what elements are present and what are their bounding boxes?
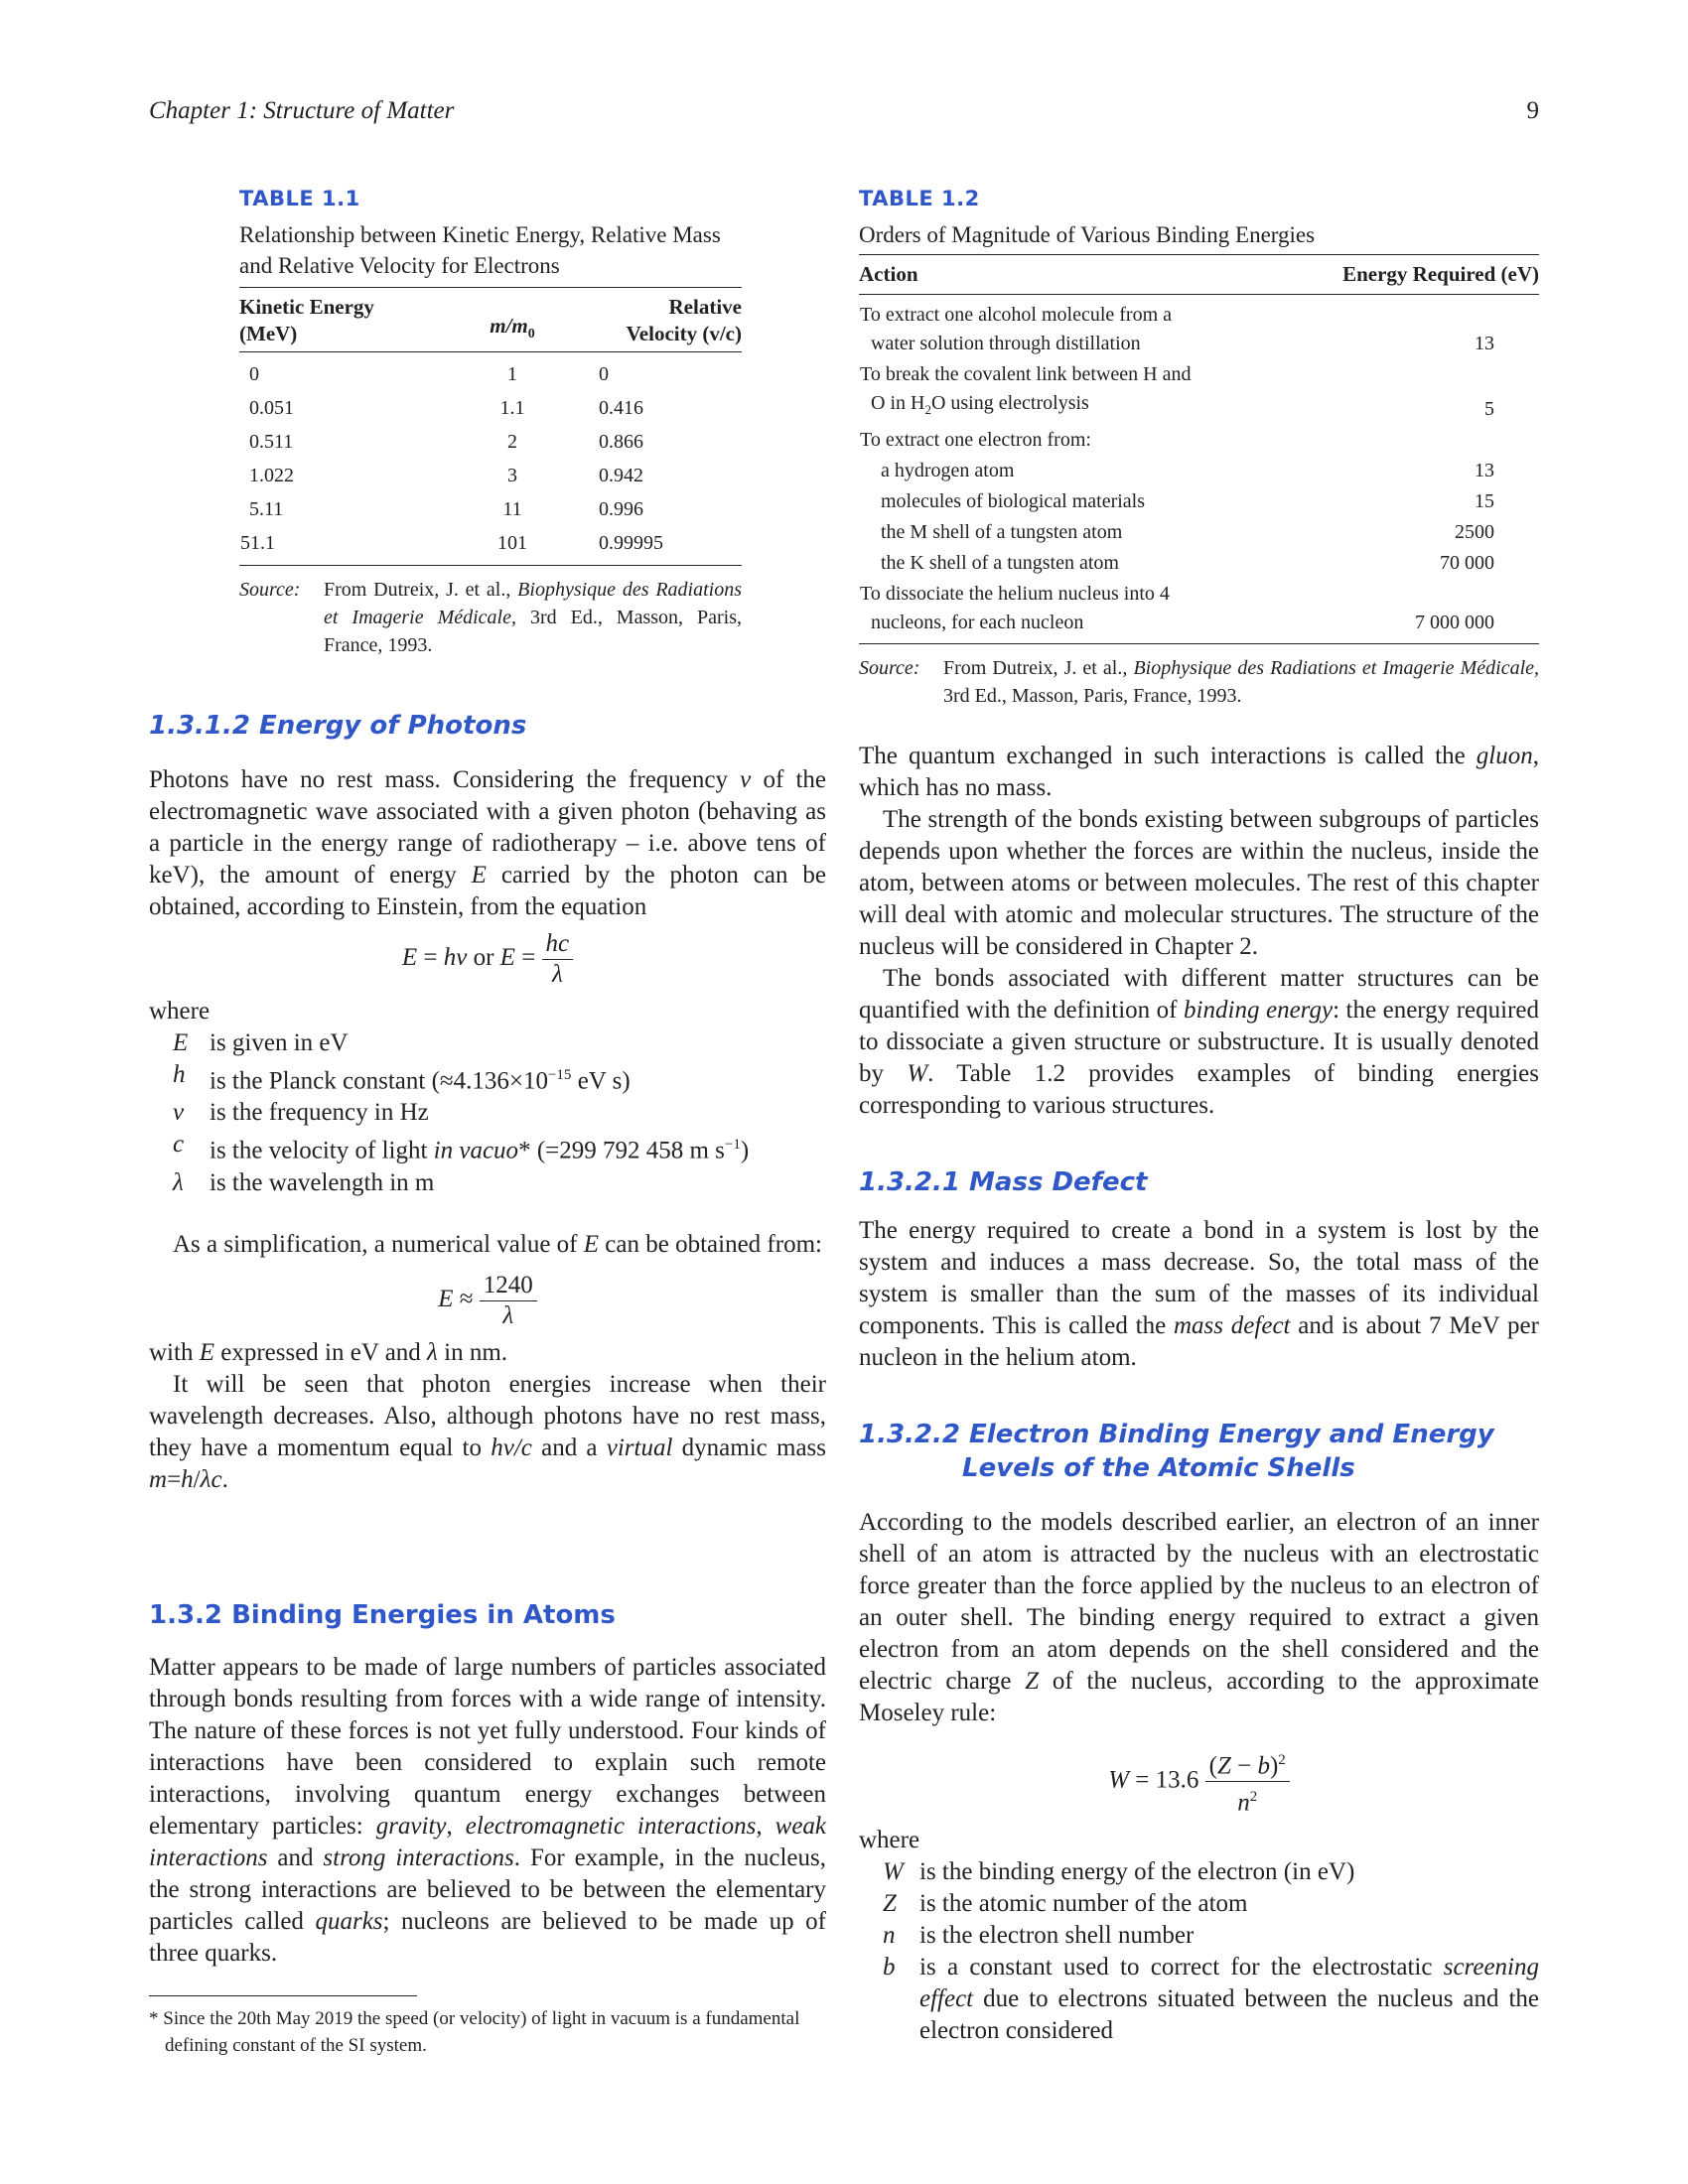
cell-action: To extract one electron from: bbox=[860, 429, 1091, 451]
definition-symbol: Z bbox=[883, 1889, 897, 1917]
right-column-text bbox=[859, 741, 1539, 2047]
definition-row bbox=[883, 1920, 1539, 1952]
source-pre: From Dutreix, J. et al., bbox=[943, 657, 1128, 679]
paragraph: Matter appears to be made of large numbers of particles associated through bonds resulting from forces with a wide range of intensity. The nature of these forces is not yet fully understood. Four kinds of interactions have been considered to explain such remote interactions, involving quantum energy exchanges between elementary particles: gravity, electromagnetic interactions, weak interactions and strong interactions. For example, in the nucleus, the strong interactions are believed to be between the elementary particles called quarks; nucleons are believed to be made up of three quarks. bbox=[149, 1654, 827, 1967]
eq2-numerator: 1240 bbox=[480, 1271, 537, 1301]
definition-row bbox=[883, 1856, 1539, 1888]
cell-energy bbox=[1287, 425, 1539, 456]
paragraph: It will be seen that photon energies increase when their wavelength decreases. Also, although photons have no rest mass, they have a momentum equal to hν/c and a virtual dynamic mass m=h/λc. bbox=[149, 1370, 826, 1493]
cell-m: 1 bbox=[507, 363, 517, 385]
cell-m: 101 bbox=[497, 532, 527, 554]
col-action: Action bbox=[859, 262, 918, 286]
cell-energy: 2500 bbox=[1455, 521, 1494, 543]
section-heading bbox=[859, 1418, 1539, 1485]
cell-v: 0 bbox=[599, 363, 609, 385]
cell-action: To extract one alcohol molecule from a water solution through distillation bbox=[860, 304, 1173, 354]
footnote-rule bbox=[149, 1995, 417, 1996]
table-row bbox=[859, 548, 1539, 579]
col-relative-velocity-line1: Relative bbox=[668, 295, 742, 319]
cell-energy: 7 000 000 bbox=[1415, 612, 1494, 633]
table-row bbox=[239, 425, 742, 459]
cell-m: 3 bbox=[507, 465, 517, 486]
cell-ke: 1.022 bbox=[249, 465, 294, 486]
definition-text: is the wavelength in m bbox=[210, 1168, 435, 1196]
table-row bbox=[239, 391, 742, 425]
table-1-2 bbox=[859, 187, 1539, 710]
table-row bbox=[859, 425, 1539, 456]
source-text bbox=[943, 654, 1539, 710]
definition-row bbox=[173, 1167, 826, 1199]
cell-action: the M shell of a tungsten atom bbox=[881, 521, 1123, 543]
source-post: 3rd Ed., Masson, Paris, France, 1993. bbox=[324, 607, 742, 656]
cell-action: To break the covalent link between H and O in $H_2O$ using electrolysis bbox=[860, 363, 1192, 417]
source-title: Biophysique des Radiations et Imagerie Médicale, bbox=[324, 579, 742, 628]
definition-symbol: E bbox=[173, 1029, 189, 1056]
table-1-1-caption: Relationship between Kinetic Energy, Relative Mass and Relative Velocity for Electrons bbox=[239, 222, 721, 278]
col-relative-mass-text: m/m bbox=[490, 313, 528, 338]
cell-v: 0.942 bbox=[599, 465, 643, 486]
equation-simplified: E ≈ $\frac{1240}{\lambda}$ bbox=[149, 1271, 826, 1331]
definition-symbol: n bbox=[883, 1921, 896, 1949]
cell-m: 1.1 bbox=[499, 397, 525, 419]
paragraph: According to the models described earlier, an electron of an inner shell of an atom is attracted by the nucleus with an electrostatic force greater than the force applied by the nucleus to an electron of an outer shell. The binding energy required to extract a given electron from an atom depends on the shell considered and the electric charge Z of the nucleus, according to the approximate Moseley rule: bbox=[859, 1509, 1539, 1726]
footnote: * Since the 20th May 2019 the speed (or velocity) of light in vacuum is a fundamental defining constant of the SI system. bbox=[149, 2008, 800, 2056]
table-1-2-grid bbox=[859, 254, 1539, 644]
running-title: Chapter 1: Structure of Matter bbox=[149, 97, 455, 124]
paragraph: The energy required to create a bond in a system is lost by the system and induces a mass decrease. So, the total mass of the system is smaller than the sum of the masses of its individual components. This is called the mass defect and is about 7 MeV per nucleon in the helium atom. bbox=[859, 1217, 1539, 1371]
table-row bbox=[239, 352, 742, 392]
paragraph: with E expressed in eV and λ in nm. bbox=[149, 1338, 508, 1366]
cell-v: 0.866 bbox=[599, 431, 643, 453]
definition-row: ν is the frequency in Hz bbox=[173, 1099, 429, 1127]
source-label: Source: bbox=[859, 657, 920, 679]
section-heading: 1.3.1.2 Energy of Photons bbox=[149, 711, 527, 741]
table-1-1 bbox=[239, 187, 742, 659]
table-1-1-grid bbox=[239, 287, 742, 566]
table-row bbox=[239, 526, 742, 566]
col-relative-mass bbox=[448, 288, 577, 352]
cell-energy: 15 bbox=[1475, 490, 1494, 512]
page-number: 9 bbox=[1526, 97, 1539, 124]
table-1-1-source bbox=[239, 576, 742, 659]
heading-line1: 1.3.2.2 Electron Binding Energy and Energy bbox=[859, 1420, 1494, 1449]
cell-m: 11 bbox=[502, 498, 522, 520]
paragraph: The quantum exchanged in such interactions is called the gluon, which has no mass. bbox=[859, 743, 1539, 801]
table-row bbox=[859, 456, 1539, 486]
col-relative-velocity bbox=[577, 288, 742, 352]
table-1-1-label: TABLE 1.1 bbox=[239, 187, 360, 210]
table-1-2-label: TABLE 1.2 bbox=[859, 187, 980, 210]
definition-row bbox=[173, 1027, 826, 1059]
source-label: Source: bbox=[239, 579, 301, 601]
col-relative-velocity-line2: Velocity (v/c) bbox=[626, 322, 742, 345]
table-1-2-caption: Orders of Magnitude of Various Binding Energies bbox=[859, 222, 1316, 247]
cell-ke: 0.511 bbox=[249, 431, 294, 453]
where-label: where bbox=[149, 998, 211, 1024]
table-row bbox=[859, 517, 1539, 548]
col-kinetic-energy-line2: (MeV) bbox=[239, 322, 298, 345]
equation-moseley: W = 13.6 $\frac{(Z - b)^2}{n^2}$ bbox=[859, 1745, 1539, 1819]
cell-m: 2 bbox=[507, 431, 517, 453]
cell-v: 0.99995 bbox=[599, 532, 663, 554]
cell-energy: 13 bbox=[1475, 460, 1494, 481]
table-row bbox=[239, 459, 742, 492]
section-heading: 1.3.2.1 Mass Defect bbox=[859, 1167, 1148, 1197]
symbol-definitions bbox=[859, 1856, 1539, 2047]
paragraph: The bonds associated with different matter structures can be quantified with the definition of binding energy: the energy required to dissociate a given structure or substructure. It is usually denoted by W. Table 1.2 provides examples of binding energies corresponding to various structures. bbox=[859, 965, 1540, 1119]
where-label: where bbox=[859, 1826, 920, 1853]
table-row bbox=[859, 486, 1539, 517]
table-1-2-source bbox=[859, 654, 1539, 710]
paragraph: As a simplification, a numerical value of E can be obtained from: bbox=[173, 1230, 822, 1258]
cell-energy: 5 bbox=[1484, 398, 1494, 420]
cell-ke: 0 bbox=[249, 363, 259, 385]
definition-symbol: λ bbox=[173, 1168, 184, 1196]
col-relative-mass-sub: 0 bbox=[527, 327, 535, 341]
section-energy-of-photons bbox=[149, 709, 826, 1496]
section-binding-energies bbox=[149, 1598, 826, 1970]
source-post: 3rd Ed., Masson, Paris, France, 1993. bbox=[943, 685, 1242, 707]
table-row bbox=[859, 295, 1539, 360]
paragraph: Photons have no rest mass. Considering the frequency ν of the electromagnetic wave associated with a given photon (behaving as a particle in the energy range of radiotherapy – i.e. above tens of keV), the amount of energy E carried by the photon can be obtained, according to Einstein, from the equation bbox=[149, 766, 826, 920]
cell-action: the K shell of a tungsten atom bbox=[881, 552, 1119, 574]
cell-energy: 70 000 bbox=[1440, 552, 1494, 574]
definition-row bbox=[883, 1888, 1539, 1920]
equation-einstein: E = hν or E = $\frac{hc}{\lambda}$ bbox=[149, 929, 826, 990]
definition-row: c is the velocity of light in vacuo* (=299 792 458 m $s^{-1}$) bbox=[173, 1131, 750, 1164]
table-row bbox=[239, 492, 742, 526]
cell-v: 0.996 bbox=[599, 498, 643, 520]
cell-action: To dissociate the helium nucleus into 4 nucleons, for each nucleon bbox=[860, 583, 1170, 633]
table-row bbox=[859, 579, 1539, 644]
cell-v: 0.416 bbox=[599, 397, 643, 419]
col-energy-required: Energy Required (eV) bbox=[1342, 262, 1539, 286]
definition-text: is given in eV bbox=[210, 1029, 349, 1056]
definition-row: h is the Planck constant ($\approx 4.136\times 10^{-15}$ eV s) bbox=[173, 1061, 631, 1095]
eq2-denominator: λ bbox=[502, 1301, 514, 1329]
section-heading: 1.3.2 Binding Energies in Atoms bbox=[149, 1600, 616, 1630]
col-kinetic-energy-line1: Kinetic Energy bbox=[239, 295, 374, 319]
source-pre: From Dutreix, J. et al., bbox=[324, 579, 511, 601]
cell-energy: 13 bbox=[1475, 333, 1494, 354]
col-kinetic-energy bbox=[239, 288, 448, 352]
cell-action: molecules of biological materials bbox=[881, 490, 1146, 512]
cell-action: a hydrogen atom bbox=[881, 460, 1015, 481]
definition-text: is the atomic number of the atom bbox=[919, 1889, 1248, 1917]
definition-row: b is a constant used to correct for the electrostatic screening effect due to electrons situated between the nucleus and the electron considered bbox=[883, 1953, 1539, 2044]
table-row bbox=[859, 359, 1539, 425]
definition-symbol: W bbox=[883, 1857, 904, 1885]
source-title: Biophysique des Radiations et Imagerie Médicale, bbox=[1133, 657, 1540, 679]
source-text bbox=[324, 576, 742, 659]
definition-text: is the binding energy of the electron (in eV) bbox=[919, 1857, 1355, 1885]
cell-ke: 5.11 bbox=[249, 498, 284, 520]
paragraph-tail: can be obtained from: bbox=[605, 1230, 822, 1258]
heading-line2: Levels of the Atomic Shells bbox=[962, 1453, 1355, 1483]
definition-text: is the electron shell number bbox=[919, 1921, 1195, 1949]
paragraph: The strength of the bonds existing between subgroups of particles depends upon whether the forces are within the nucleus, inside the atom, between atoms or between molecules. The rest of this chapter will deal with atomic and molecular structures. The structure of the nucleus will be considered in Chapter 2. bbox=[859, 806, 1539, 960]
cell-ke: 51.1 bbox=[240, 532, 275, 554]
symbol-definitions bbox=[149, 1027, 826, 1199]
cell-ke: 0.051 bbox=[249, 397, 294, 419]
